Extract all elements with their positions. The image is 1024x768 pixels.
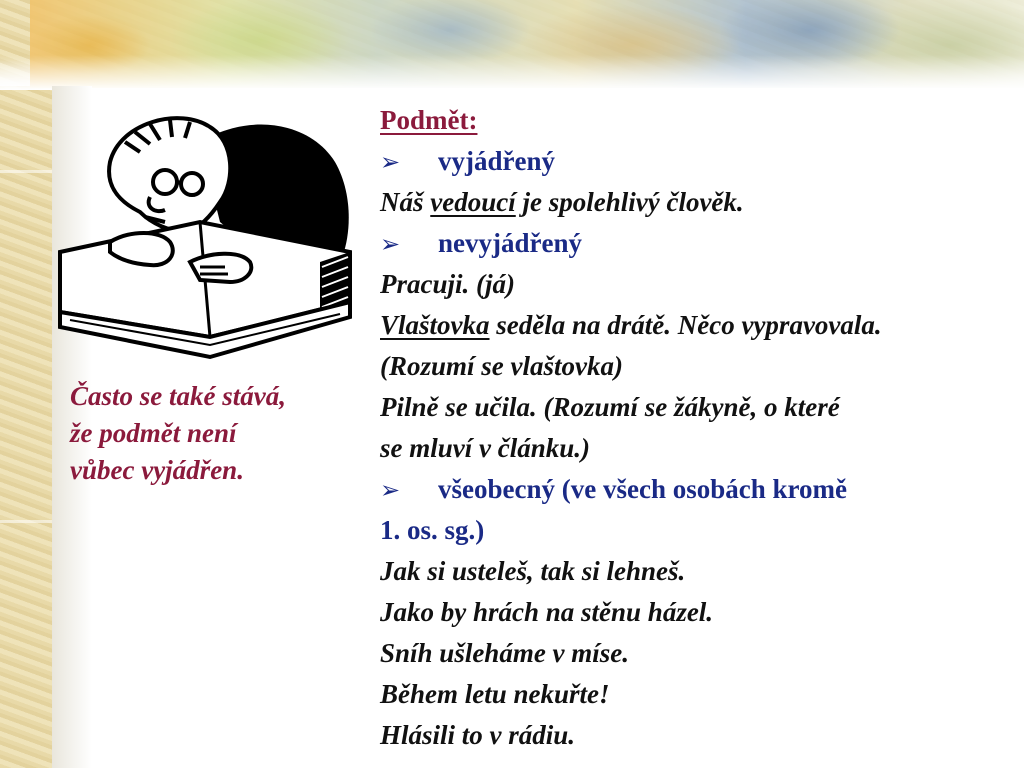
example-line: Pilně se učila. (Rozumí se žákyně, o které: [380, 392, 840, 422]
banner-fade: [0, 55, 1024, 90]
slide-content: [380, 100, 1020, 756]
decorative-banner: [0, 0, 1024, 86]
example-line: Hlásili to v rádiu.: [380, 720, 576, 750]
example-line: Pracuji. (já): [380, 269, 515, 299]
example-line: (Rozumí se vlaštovka): [380, 351, 623, 381]
caption-line: že podmět není: [70, 418, 237, 448]
bullet-label: nevyjádřený: [438, 228, 582, 258]
example-text: seděla na drátě. Něco vypravovala.: [489, 310, 882, 340]
arrow-bullet-icon: ➢: [380, 476, 401, 504]
example-subject: vedoucí: [430, 187, 516, 217]
slide-heading: Podmět:: [380, 105, 478, 135]
arrow-bullet-icon: ➢: [380, 230, 401, 258]
bullet-continuation: 1. os. sg.): [380, 515, 485, 545]
bullet-unexpressed: [380, 223, 1020, 264]
example-line: se mluví v článku.): [380, 433, 590, 463]
example-text: Náš: [380, 187, 431, 217]
side-caption: [70, 378, 360, 489]
example-subject: Vlaštovka: [380, 310, 490, 340]
example-text: je spolehlivý člověk.: [515, 187, 744, 217]
bullet-label: vyjádřený: [438, 146, 555, 176]
example-line: [380, 305, 1020, 346]
caption-line: vůbec vyjádřen.: [70, 455, 244, 485]
reading-man-illustration: [50, 102, 360, 372]
parchment-border-left: [0, 0, 52, 768]
example-line: Jak si usteleš, tak si lehneš.: [380, 556, 686, 586]
bullet-label: všeobecný (ve všech osobách kromě: [438, 474, 847, 504]
arrow-bullet-icon: ➢: [380, 148, 401, 176]
caption-line: Často se také stává,: [70, 381, 286, 411]
bullet-expressed: [380, 141, 1020, 182]
example-line: Sníh ušleháme v míse.: [380, 638, 630, 668]
bullet-general: [380, 469, 1020, 510]
example-line: Jako by hrách na stěnu házel.: [380, 597, 714, 627]
example-line: Během letu nekuřte!: [380, 679, 610, 709]
example-line: [380, 182, 1020, 223]
